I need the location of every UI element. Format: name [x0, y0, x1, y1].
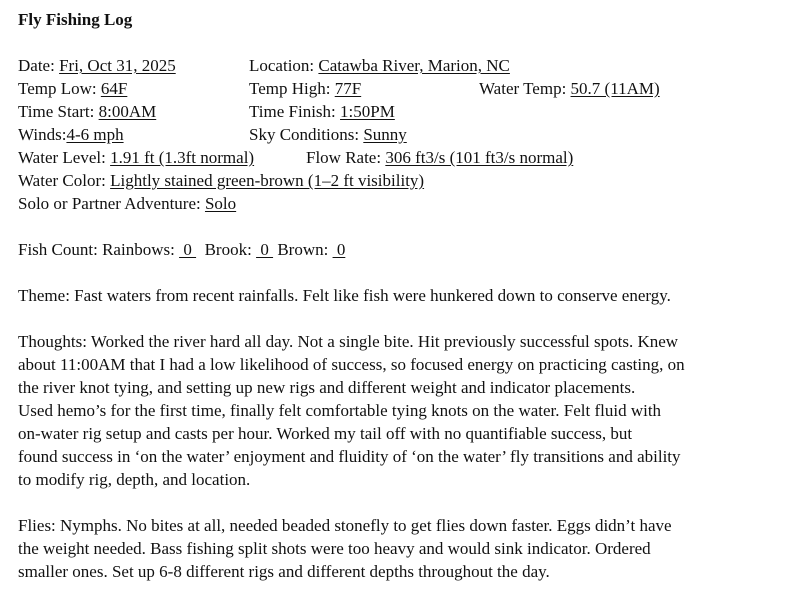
location-value: Catawba River, Marion, NC: [318, 56, 510, 75]
temp-low-label: Temp Low:: [18, 79, 101, 98]
time-start-row: [18, 100, 156, 123]
date-value: Fri, Oct 31, 2025: [59, 56, 176, 75]
temp-low-row: [18, 77, 127, 100]
time-finish-row: [249, 100, 395, 123]
water-temp-label: Water Temp:: [479, 79, 571, 98]
temp-high-value: 77F: [334, 79, 362, 98]
adventure-value: Solo: [204, 194, 237, 213]
flies-line: Flies: Nymphs. No bites at all, needed beaded stonefly to get flies down faster. Eggs didn’t have: [18, 516, 672, 535]
temp-high-row: [249, 77, 361, 100]
location-row: [249, 54, 510, 77]
date-row: [18, 54, 176, 77]
winds-row: [18, 123, 124, 146]
sky-row: [249, 123, 407, 146]
winds-value: 4-6 mph: [66, 125, 124, 144]
fish-count-label: Fish Count:: [18, 240, 103, 259]
water-level-row: [18, 146, 254, 169]
winds-label: Winds:: [18, 125, 67, 144]
thoughts-line: on-water rig setup and casts per hour. Worked my tail off with no quantifiable success, but: [18, 424, 633, 443]
sky-value: Sunny: [363, 125, 407, 144]
water-temp-row: [479, 77, 660, 100]
thoughts-line: about 11:00AM that I had a low likelihood of success, so focused energy on practicing casting, on: [18, 355, 685, 374]
rainbows-label: Rainbows:: [102, 240, 180, 259]
adventure-label: Solo or Partner Adventure:: [18, 194, 205, 213]
brown-label: Brown:: [273, 240, 333, 259]
water-color-row: [18, 169, 424, 192]
time-finish-value: 1:50PM: [340, 102, 395, 121]
date-label: Date:: [18, 56, 60, 75]
time-finish-label: Time Finish:: [249, 102, 341, 121]
flow-rate-value: 306 ft3/s (101 ft3/s normal): [385, 148, 574, 167]
thoughts-paragraph: [18, 330, 788, 491]
temp-high-label: Temp High:: [249, 79, 335, 98]
brook-count: 0: [256, 240, 274, 259]
flies-line: the weight needed. Bass fishing split shots were too heavy and would sink indicator. Ordered: [18, 539, 651, 558]
thoughts-line: Thoughts: Worked the river hard all day. Not a single bite. Hit previously successful spots. Knew: [18, 332, 679, 351]
water-level-label: Water Level:: [18, 148, 111, 167]
thoughts-line: found success in ‘on the water’ enjoyment and fluidity of ‘on the water’ fly transitions and ability: [18, 447, 681, 466]
flies-line: smaller ones. Set up 6-8 different rigs and different depths throughout the day.: [18, 562, 550, 581]
flies-paragraph: [18, 514, 788, 583]
time-start-label: Time Start:: [18, 102, 99, 121]
thoughts-line: Used hemo’s for the first time, finally felt comfortable tying knots on the water. Felt fluid with: [18, 401, 662, 420]
water-level-value: 1.91 ft (1.3ft normal): [110, 148, 255, 167]
thoughts-line: to modify rig, depth, and location.: [18, 470, 251, 489]
adventure-row: [18, 192, 236, 215]
thoughts-line: the river knot tying, and setting up new rigs and different weight and indicator placements.: [18, 378, 636, 397]
temp-low-value: 64F: [100, 79, 128, 98]
time-start-value: 8:00AM: [98, 102, 157, 121]
fish-count-row: [18, 238, 345, 261]
water-temp-value: 50.7 (11AM): [570, 79, 660, 98]
theme-paragraph: Theme: Fast waters from recent rainfalls. Felt like fish were hunkered down to conserve energy.: [18, 286, 671, 305]
location-label: Location:: [249, 56, 319, 75]
sky-label: Sky Conditions:: [249, 125, 364, 144]
water-color-value: Lightly stained green-brown (1–2 ft visibility): [110, 171, 425, 190]
page-title: Fly Fishing Log: [18, 10, 133, 29]
brook-label: Brook:: [196, 240, 257, 259]
flow-rate-row: [306, 146, 573, 169]
water-color-label: Water Color:: [18, 171, 111, 190]
rainbows-count: 0: [179, 240, 197, 259]
flow-rate-label: Flow Rate:: [306, 148, 386, 167]
brown-count: 0: [332, 240, 346, 259]
